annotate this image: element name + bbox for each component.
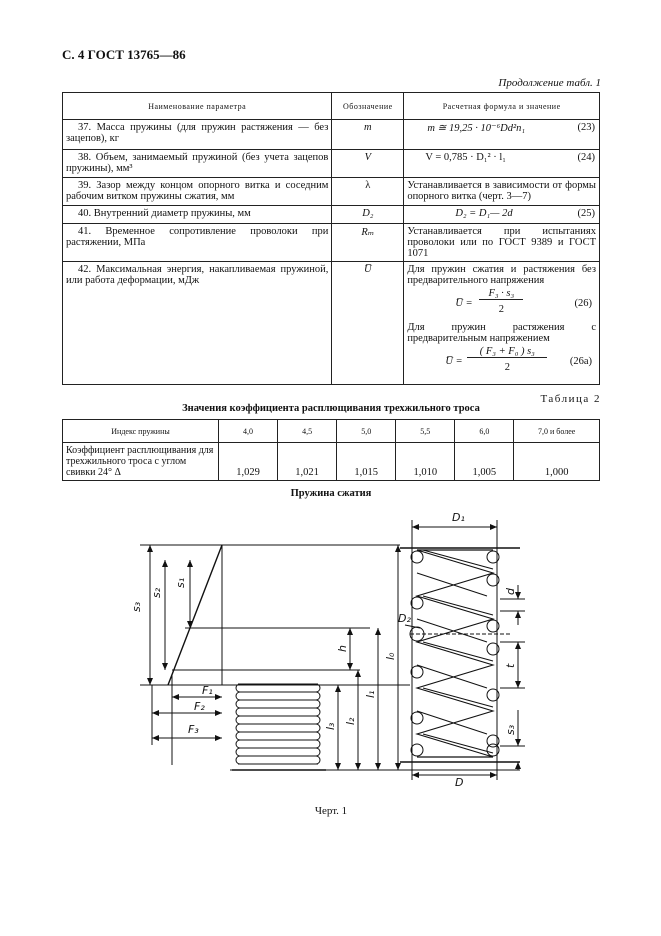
formula-text: V = 0,785 · D₁² · l₁: [425, 152, 506, 163]
label-D2: D₂: [398, 612, 411, 625]
formula-note: Для пружин растяжения с предварительным напряжением: [407, 322, 596, 344]
eq-denominator: 2: [498, 304, 504, 315]
param-formula: Устанавливается при испытаниях проволоки или по ГОСТ 9389 и ГОСТ 1071: [404, 224, 600, 262]
force-line: [168, 545, 222, 685]
index-cell: 4,0: [219, 420, 278, 443]
free-spring: [400, 520, 520, 780]
index-cell: 5,5: [396, 420, 455, 443]
value-cell: 1,029: [219, 443, 278, 481]
page-header: С. 4 ГОСТ 13765—86: [62, 47, 186, 62]
header-parameter: Наименование параметра: [63, 93, 332, 120]
figure-title: Пружина сжатия: [290, 488, 372, 499]
header-formula: Расчетная формула и значение: [404, 93, 600, 120]
label-D: D: [455, 776, 464, 789]
label-l2: l₂: [344, 717, 357, 725]
table-continuation-label: Продолжение табл. 1: [498, 77, 601, 89]
param-formula: Устанавливается в зависимости от формы опорного витка (черт. 3—7): [404, 178, 600, 206]
label-d: d: [504, 588, 517, 595]
param-symbol: V: [332, 150, 404, 178]
label-s2: s₂: [150, 587, 163, 598]
eq-lhs: U̅ =: [445, 356, 463, 367]
formula-text: m ≅ 19,25 · 10⁻⁶Dd²n₁: [427, 123, 526, 134]
row-label: Коэффициент расплющивания для трехжильного троса с углом свивки 24° Δ: [63, 443, 219, 481]
label-s3: s₃: [130, 601, 143, 612]
label-F3: F₃: [188, 723, 199, 736]
eq-lhs: U̅ =: [455, 298, 473, 309]
table2-title: Значения коэффициента расплющивания трехжильного троса: [182, 403, 480, 414]
eq-numerator: F₃ · s₃: [479, 288, 523, 300]
label-l1: l₁: [364, 690, 377, 698]
formula-note: Для пружин сжатия и растяжения без предварительного напряжения: [407, 264, 596, 286]
value-cell: 1,000: [514, 443, 600, 481]
header-symbol: Обозначение: [332, 93, 404, 120]
formula-number: (26): [574, 298, 592, 309]
table2-label: Таблица 2: [540, 393, 601, 405]
formula-number: (26а): [569, 356, 592, 367]
formula-text: D₂ = D₁— 2d: [455, 208, 513, 219]
value-cell: 1,015: [337, 443, 396, 481]
param-symbol: U̅: [332, 262, 404, 385]
param-name: 38. Объем, занимаемый пружиной (без учета зацепов пружины), мм³: [63, 150, 332, 178]
value-cell: 1,005: [455, 443, 514, 481]
param-name: 37. Масса пружины (для пружин растяжения — без зацепов), кг: [63, 120, 332, 150]
label-t: t: [504, 663, 517, 668]
formula-number: (23): [577, 122, 595, 133]
label-s3-right: s₃: [504, 724, 517, 735]
label-F2: F₂: [194, 700, 205, 713]
param-name: 39. Зазор между концом опорного витка и соседним рабочим витком пружины сжатия, мм: [63, 178, 332, 206]
index-cell: 7,0 и более: [514, 420, 600, 443]
param-name: 41. Временное сопротивление проволоки при растяжении, МПа: [63, 224, 332, 262]
param-symbol: λ: [332, 178, 404, 206]
label-l0: l₀: [384, 652, 397, 660]
label-F1: F₁: [202, 684, 213, 697]
label-s1: s₁: [174, 577, 187, 588]
param-symbol: Rₘ: [332, 224, 404, 262]
index-cell: 5,0: [337, 420, 396, 443]
label-D1: D₁: [452, 511, 465, 524]
figure-caption: Черт. 1: [314, 805, 348, 817]
compressed-spring: [232, 680, 326, 770]
eq-numerator: ( F₃ + F₀ ) s₃: [467, 346, 547, 358]
formula-number: (25): [577, 208, 595, 219]
formula-number: (24): [577, 152, 595, 163]
index-cell: 4,5: [278, 420, 337, 443]
label-h: h: [336, 645, 349, 652]
param-name: 42. Максимальная энергия, накапливаемая пружиной, или работа деформации, мДж: [63, 262, 332, 385]
param-symbol: D₂: [332, 206, 404, 224]
eq-denominator: 2: [504, 362, 510, 373]
param-symbol: m: [332, 120, 404, 150]
index-cell: 6,0: [455, 420, 514, 443]
header-index: Индекс пружины: [63, 420, 219, 443]
label-l3: l₃: [324, 722, 337, 730]
value-cell: 1,021: [278, 443, 337, 481]
param-name: 40. Внутренний диаметр пружины, мм: [63, 206, 332, 224]
value-cell: 1,010: [396, 443, 455, 481]
